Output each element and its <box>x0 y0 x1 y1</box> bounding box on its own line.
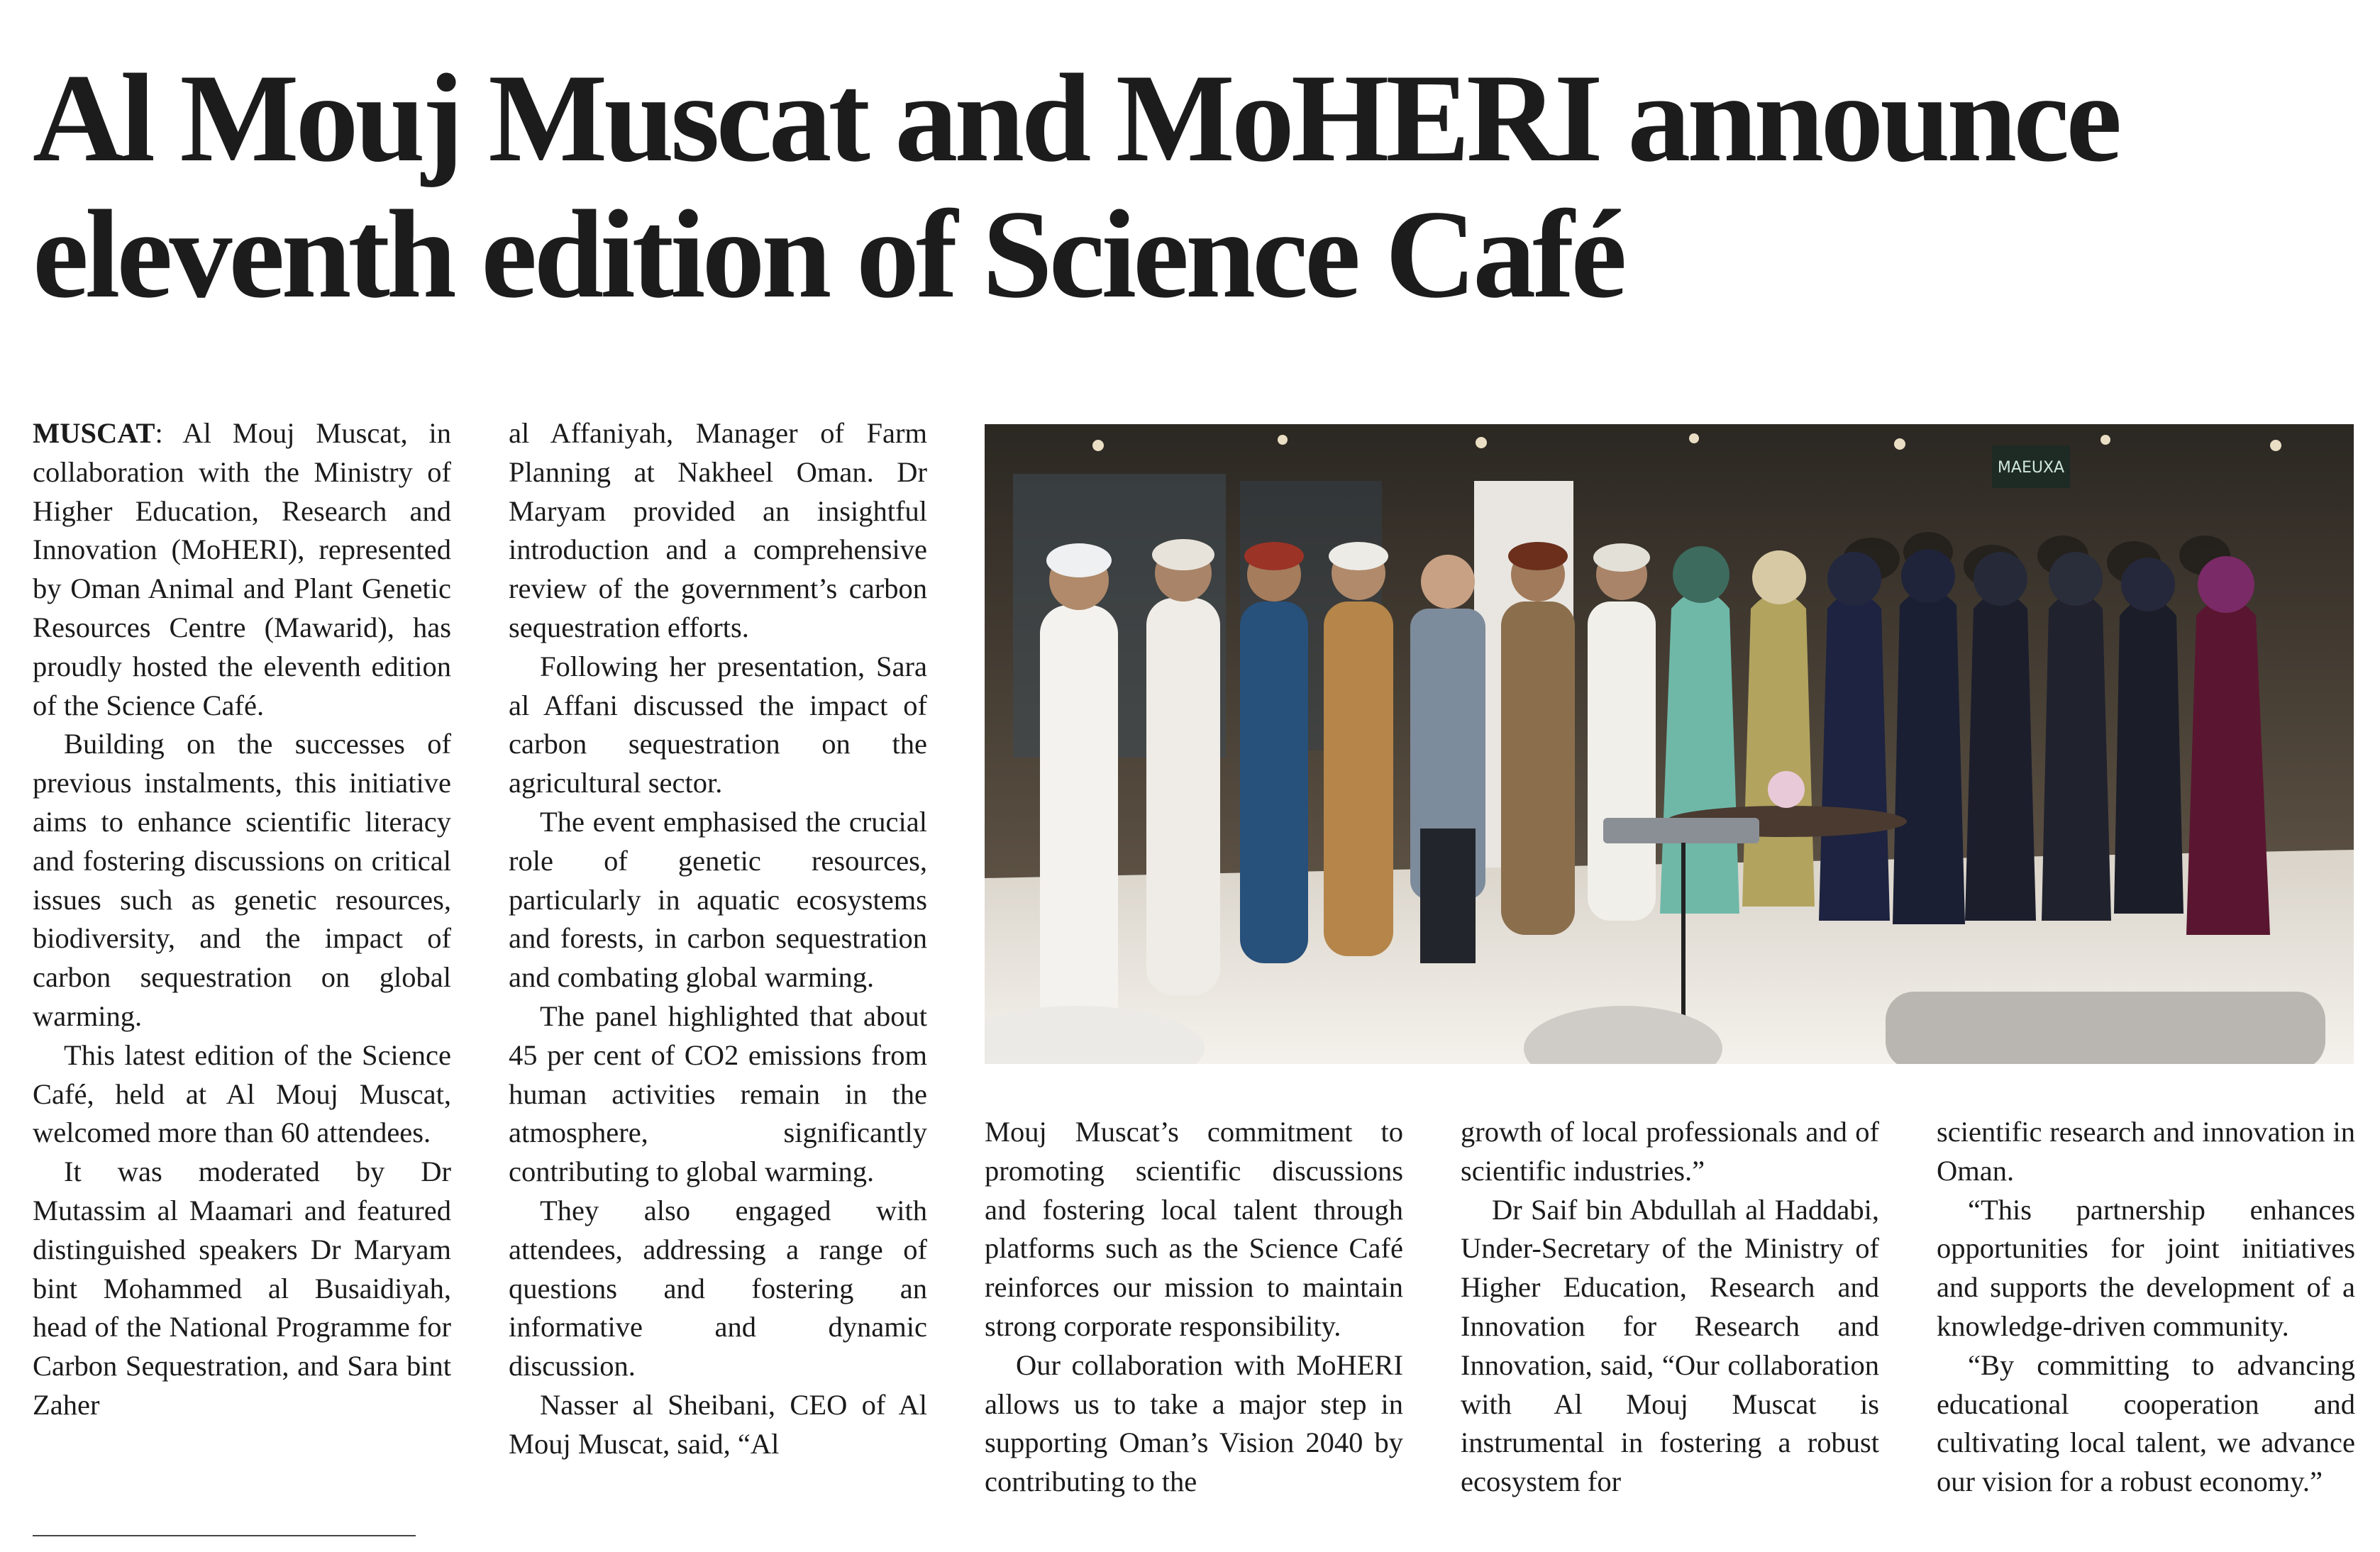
paragraph: It was moderated by Dr Mutassim al Maamari and featured distinguished speakers Dr Maryam bint Mohammed al Busaidiyah, head of the National Programme for Carbon Sequestration, and Sara bint Zaher <box>33 1155 451 1421</box>
paragraph: Our collaboration with MoHERI allows us to take a major step in supporting Oman’s Vision 2040 by contributing to the <box>985 1348 1403 1498</box>
paragraph: growth of local professionals and of scientific industries.” <box>1461 1116 1879 1187</box>
paragraph: MUSCAT: Al Mouj Muscat, in collaboration with the Ministry of Higher Education, Research and Innovation (MoHERI), represented by Oman Animal and Plant Genetic Resources Centre (Mawarid), has proudly hosted the eleventh edition of the Science Café. <box>33 417 451 721</box>
paragraph: The event emphasised the crucial role of genetic resources, particularly in aquatic ecosystems and forests, in carbon sequestration and combating global warming. <box>509 805 927 994</box>
paragraph: “This partnership enhances opportunities for joint initiatives and supports the development of a knowledge-driven community. <box>1937 1193 2355 1342</box>
paragraph: They also engaged with attendees, addressing a range of questions and fostering an informative and dynamic discussion. <box>509 1194 927 1382</box>
event-group-photo <box>985 424 2354 1064</box>
paragraph: scientific research and innovation in Oman. <box>1937 1116 2355 1187</box>
paragraph: Nasser al Sheibani, CEO of Al Mouj Muscat, said, “Al <box>509 1388 927 1460</box>
group-photo-illustration <box>985 424 2354 1064</box>
paragraph: Mouj Muscat’s commitment to promoting scientific discussions and fostering local talent through platforms such as the Science Café reinforces our mission to maintain strong corporate responsibility. <box>985 1116 1403 1342</box>
article-column-4 <box>1461 1113 1879 1502</box>
headline: Al Mouj Muscat and MoHERI announce eleventh edition of Science Café <box>33 48 2119 324</box>
paragraph: Building on the successes of previous instalments, this initiative aims to enhance scientific literacy and fostering discussions on critical issues such as genetic resources, biodiversity, and the impact of carbon sequestration on global warming. <box>33 728 451 1032</box>
venue-sign: MAEUXA <box>1997 459 2065 477</box>
paragraph: The panel highlighted that about 45 per cent of CO2 emissions from human activities remain in the atmosphere, significantly contributing to global warming. <box>509 999 927 1188</box>
article-column-1 <box>33 414 451 1425</box>
article-column-2 <box>509 414 927 1464</box>
paragraph: al Affaniyah, Manager of Farm Planning at Nakheel Oman. Dr Maryam provided an insightful introduction and a comprehensive review of the government’s carbon sequestration efforts. <box>509 417 927 643</box>
paragraph: Following her presentation, Sara al Affani discussed the impact of carbon sequestration on the agricultural sector. <box>509 650 927 799</box>
dateline: MUSCAT <box>33 417 155 449</box>
footer-rule <box>33 1535 416 1536</box>
paragraph: “By committing to advancing educational cooperation and cultivating local talent, we advance our vision for a robust economy.” <box>1937 1348 2355 1498</box>
paragraph: This latest edition of the Science Café, held at Al Mouj Muscat, welcomed more than 60 attendees. <box>33 1038 451 1149</box>
article-column-3 <box>985 1113 1403 1502</box>
article-column-5 <box>1937 1113 2355 1502</box>
paragraph: Dr Saif bin Abdullah al Haddabi, Under-Secretary of the Ministry of Higher Education, Research and Innovation for Research and Innovation, said, “Our collaboration with Al Mouj Muscat is instrumental in fostering a robust ecosystem for <box>1461 1193 1879 1498</box>
